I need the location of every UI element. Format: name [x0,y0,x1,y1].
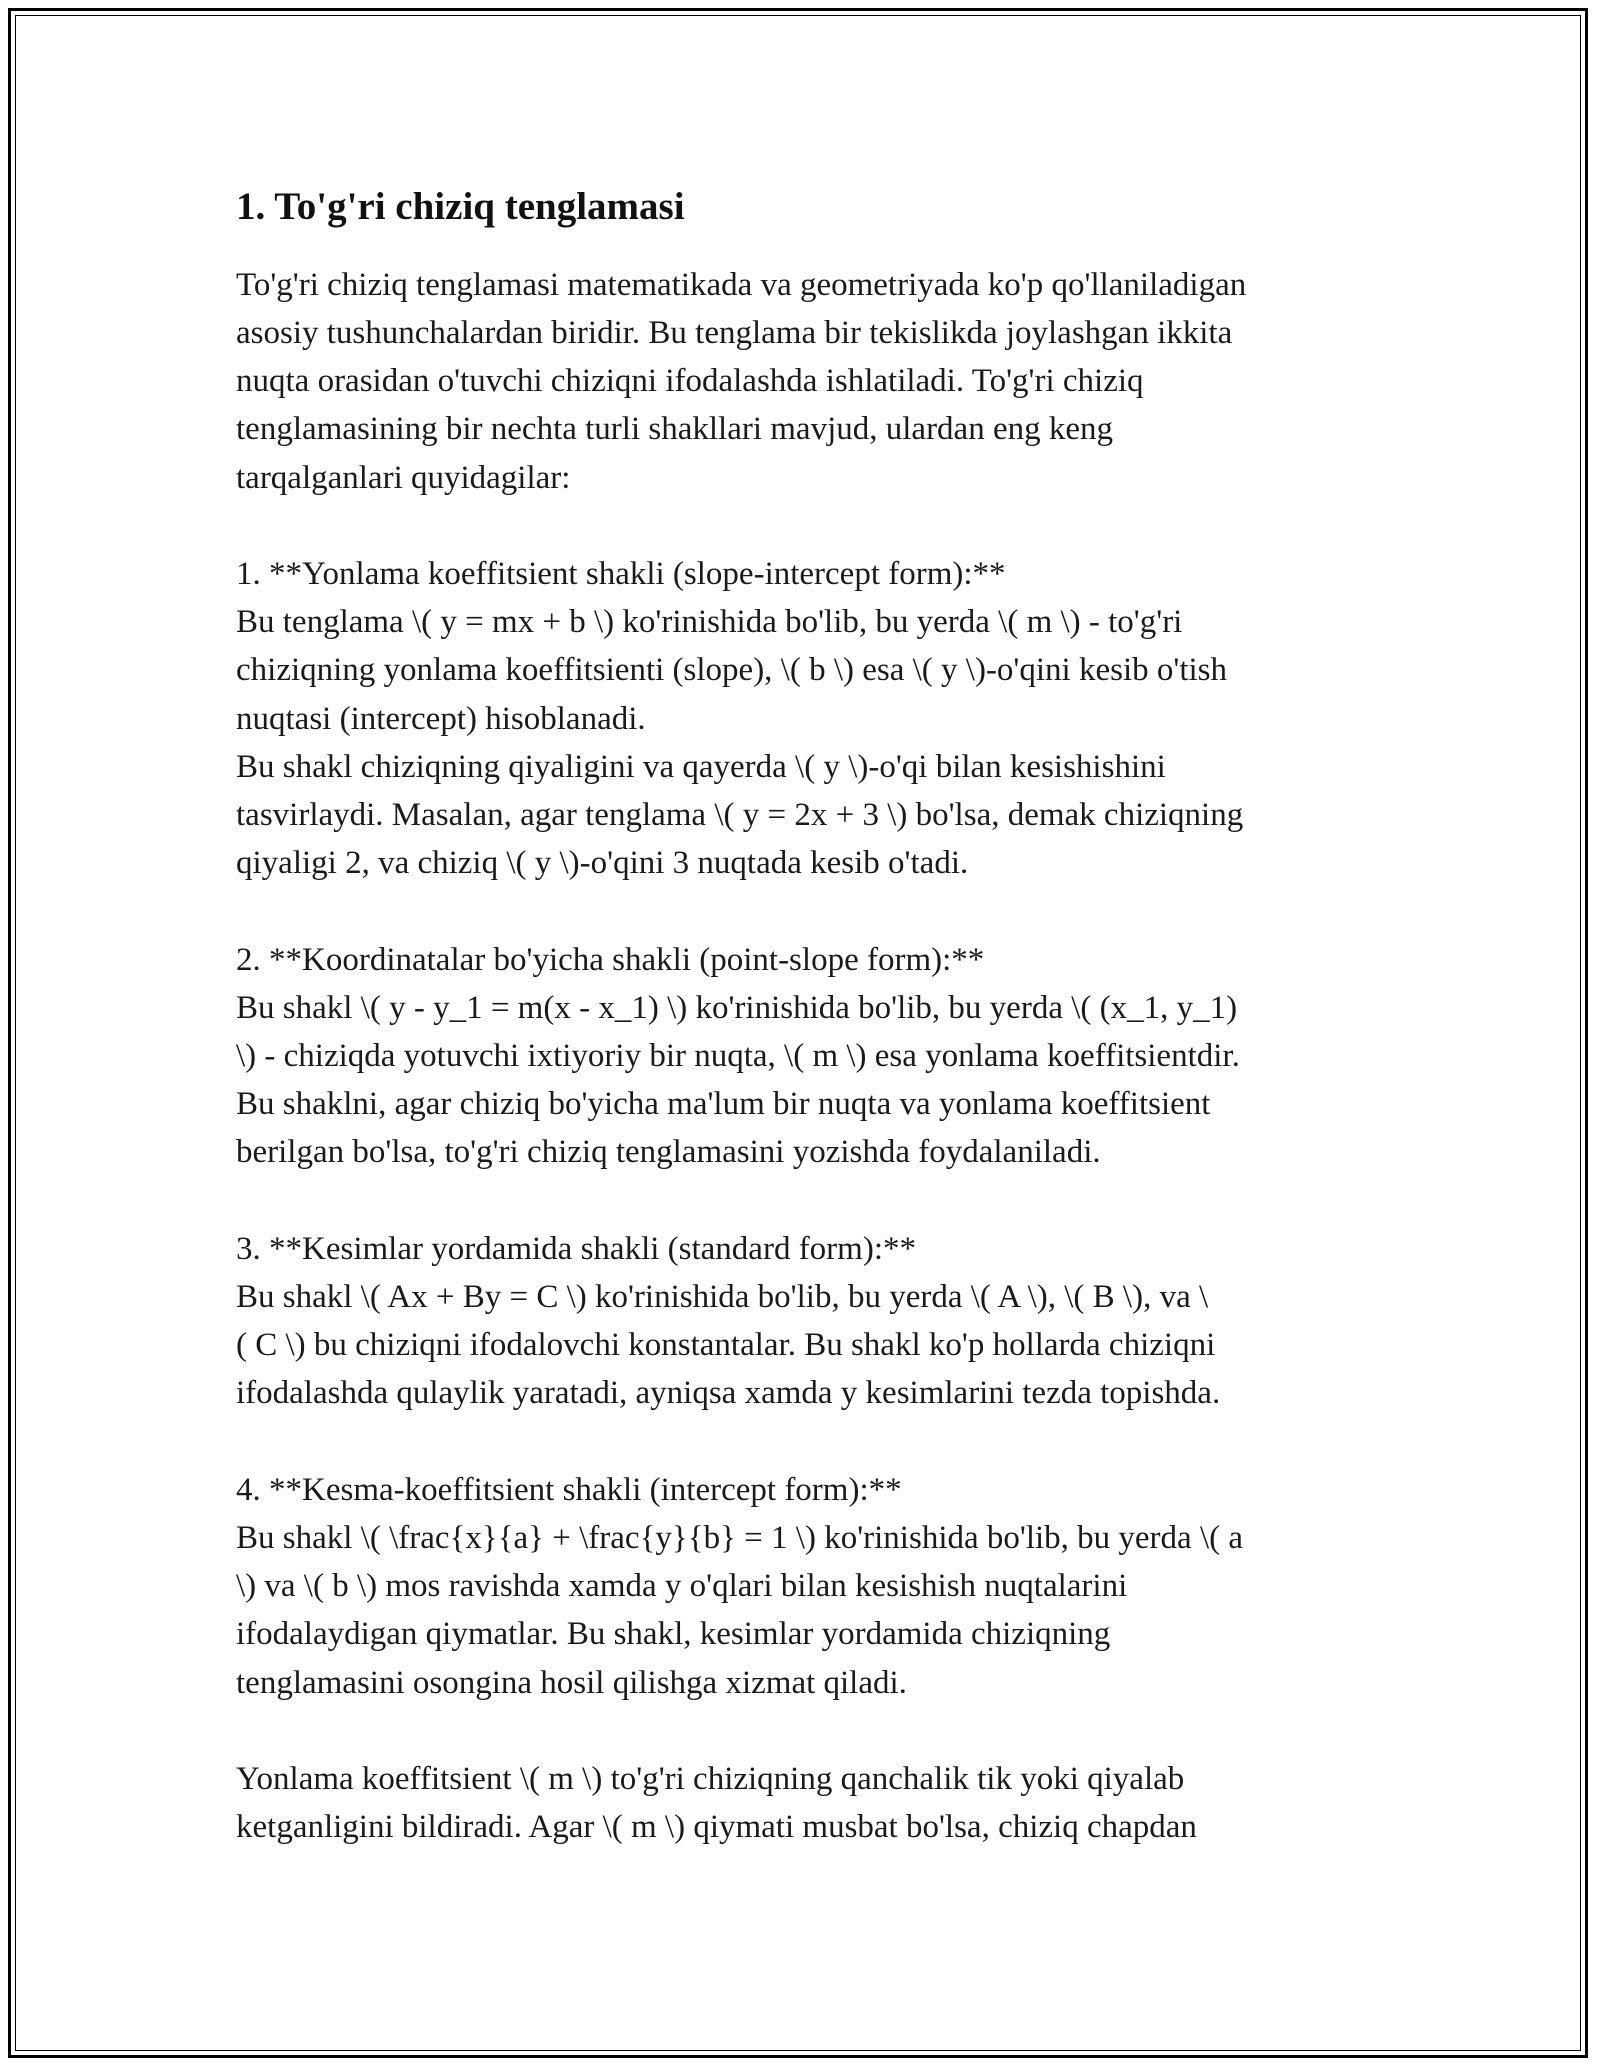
body-text: To'g'ri chiziq tenglamasi matematikada va geometriyada ko'p qo'llaniladigan asosiy tushunchalardan biridir. Bu tenglama bir tekislikda joylashgan ikkita nuqta orasidan o'tuvchi chiziqni ifodalashda ishlatiladi. To'g'ri chiziq tenglamasining bir nechta turli shakllari mavjud, ulardan eng keng tarqalganlari quyidagilar: 1. **Yonlama koeffitsient shakli (slope-intercept form):** Bu tenglama \( y = mx + b \) ko'rinishida bo'lib, bu yerda \( m \) - to'g'ri chiziqning yonlama koeffitsienti (slope), \( b \) esa \( y \)-o'qini kesib o'tish nuqtasi (intercept) hisoblanadi. Bu shakl chiziqning qiyaligini va qayerda \( y \)-o'qi bilan kesishishini tasvirlaydi. Masalan, agar tenglama \( y = 2x + 3 \) bo'lsa, demak chiziqning qiyaligi 2, va chiziq \( y \)-o'qini 3 nuqtada kesib o'tadi. 2. **Koordinatalar bo'yicha shakli (point-slope form):** Bu shakl \( y - y_1 = m(x - x_1) \) ko'rinishida bo'lib, bu yerda \( (x_1, y_1) \) - chiziqda yotuvchi ixtiyoriy bir nuqta, \( m \) esa yonlama koeffitsientdir. Bu shaklni, agar chiziq bo'yicha ma'lum bir nuqta va yonlama koeffitsient berilgan bo'lsa, to'g'ri chiziq tenglamasini yozishda foydalaniladi. 3. **Kesimlar yordamida shakli (standard form):** Bu shakl \( Ax + By = C \) ko'rinishida bo'lib, bu yerda \( A \), \( B \), va \ ( C \) bu chiziqni ifodalovchi konstantalar. Bu shakl ko'p hollarda chiziqni ifodalashda qulaylik yaratadi, ayniqsa xamda y kesimlarini tezda topishda. 4. **Kesma-koeffitsient shakli (intercept form):** Bu shakl \( \frac{x}{a} + \frac{y}{b} = 1 \) ko'rinishida bo'lib, bu yerda \( a \) va \( b \) mos ravishda xamda y o'qlari bilan kesishish nuqtalarini ifodalaydigan qiymatlar. Bu shakl, kesimlar yordamida chiziqning tenglamasini osongina hosil qilishga xizmat qiladi. Yonlama koeffitsient \( m \) to'g'ri chiziqning qanchalik tik yoki qiyalab ketganligini bildiradi. Agar \( m \) qiymati musbat bo'lsa, chiziq chapdan [236,266,1247,1846]
section-heading: 1. To'g'ri chiziq tenglamasi [236,185,685,228]
document-content [236,182,1386,1851]
